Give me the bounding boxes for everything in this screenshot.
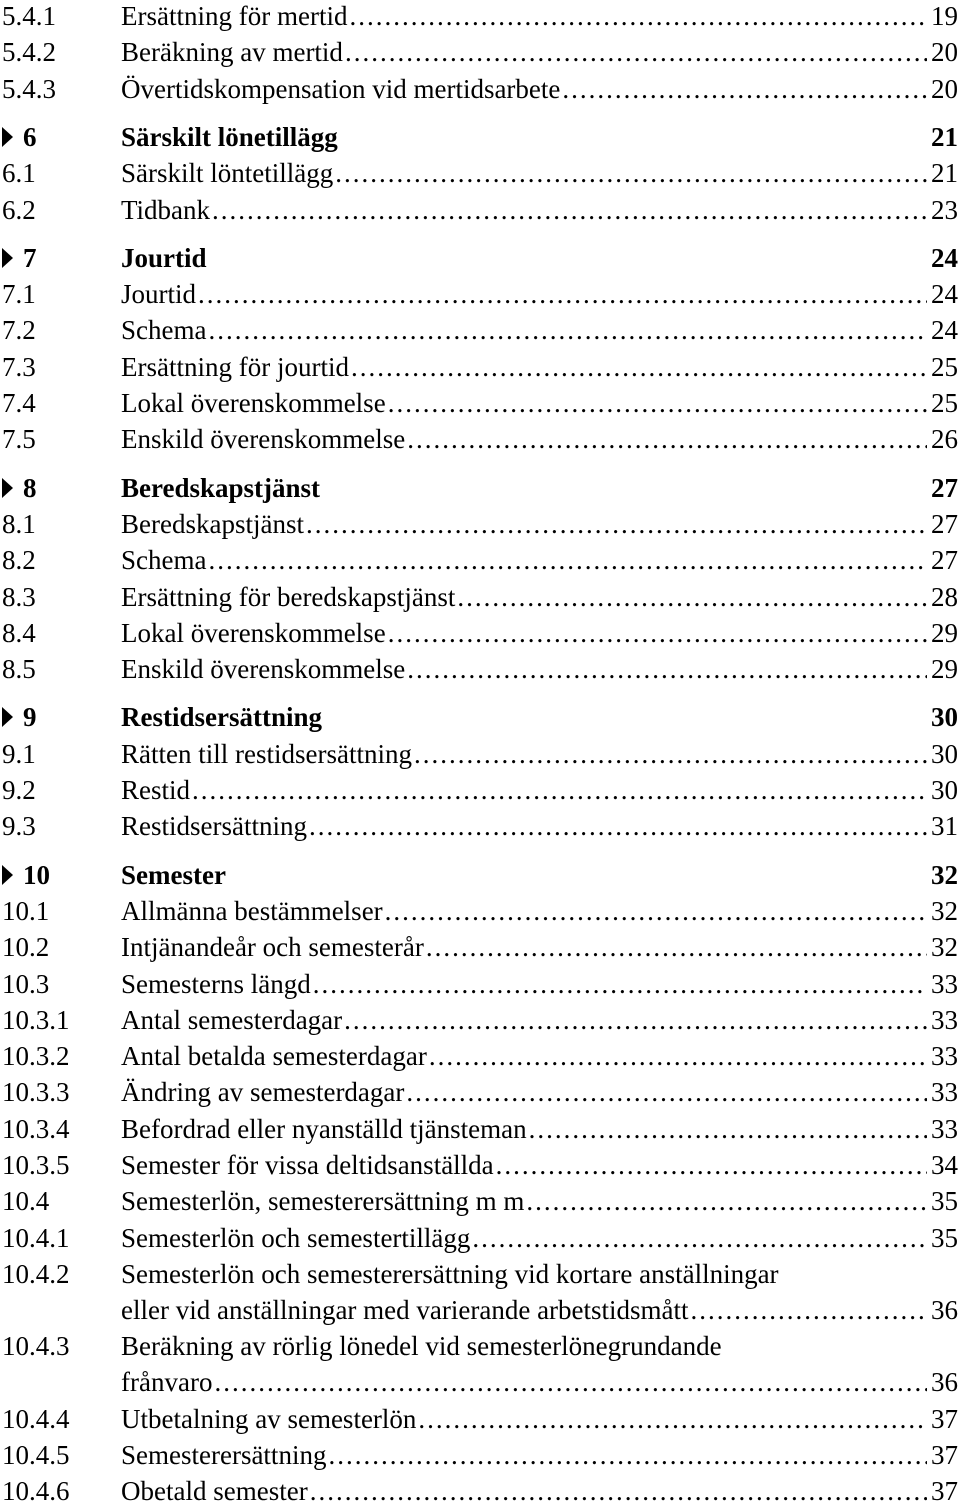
toc-entry-title-area <box>121 192 958 228</box>
dot-leader <box>691 1292 927 1328</box>
toc-entry-number <box>2 615 36 651</box>
toc-entry-page-number: 25 <box>931 388 958 418</box>
toc-entry[interactable] <box>0 1038 958 1074</box>
toc-entry-title: Beräkning av mertid <box>121 37 343 68</box>
toc-entry-number <box>2 542 36 578</box>
toc-entry-title-area <box>121 0 958 34</box>
dot-leader <box>198 276 927 312</box>
dot-leader <box>349 0 927 34</box>
toc-entry-title-area <box>121 893 958 929</box>
toc-entry-page-number: 35 <box>931 1186 958 1217</box>
toc-entry-number <box>2 736 36 772</box>
toc-entry-number-text: 6 <box>23 121 37 152</box>
dot-leader <box>407 651 927 687</box>
toc-entry-number-text: 10.4 <box>2 1186 50 1217</box>
toc-entry-page-number: 19 <box>931 1 958 31</box>
toc-entry-number <box>2 893 49 929</box>
toc-entry-title-area <box>121 240 958 276</box>
toc-entry-number-text: 10.2 <box>2 932 50 963</box>
toc-entry-title: Restidsersättning <box>121 702 322 733</box>
toc-entry-number-text: 10.3.1 <box>2 1004 70 1035</box>
toc-entry-title: Antal semesterdagar <box>121 1004 343 1035</box>
toc-entry[interactable] <box>0 772 958 808</box>
toc-entry-number-text: 6.1 <box>2 158 36 189</box>
toc-entry-page-number: 30 <box>931 702 958 733</box>
dot-leader <box>208 542 927 578</box>
toc-entry-number <box>2 1111 70 1147</box>
toc-entry-number <box>2 312 36 348</box>
toc-entry-number-text: 7.5 <box>2 424 36 455</box>
toc-entry[interactable] <box>0 929 958 965</box>
toc-entry-title-area <box>121 615 958 651</box>
toc-entry-title-area <box>121 929 958 965</box>
toc-entry-title-area <box>121 71 958 107</box>
toc-chapter-heading[interactable] <box>0 699 958 735</box>
toc-entry-title-area <box>121 1473 958 1509</box>
toc-entry-number <box>2 929 49 965</box>
toc-entry-page-number: 32 <box>931 932 958 963</box>
toc-entry[interactable] <box>0 579 958 615</box>
toc-entry-page-number: 33 <box>931 1077 958 1108</box>
toc-entry-number-text: 10.4.5 <box>2 1440 70 1470</box>
toc-entry-title: Särskilt lönetillägg <box>121 121 338 152</box>
dot-leader <box>351 349 927 385</box>
toc-entry-number-text: 7.3 <box>2 351 36 382</box>
toc-entry-page-number: 24 <box>931 279 958 310</box>
toc-entry-title: Jourtid <box>121 279 197 310</box>
toc-entry-page-number: 28 <box>931 581 958 612</box>
toc-entry[interactable] <box>0 1183 958 1219</box>
toc-entry-title-area <box>121 470 958 506</box>
dot-leader <box>309 808 927 844</box>
toc-entry-title: Antal betalda semesterdagar <box>121 1041 427 1072</box>
toc-entry-page-number: 33 <box>931 968 958 999</box>
toc-entry-page-number: 24 <box>931 242 958 273</box>
toc-entry-number <box>2 1038 70 1074</box>
toc-entry-number-text: 6.2 <box>2 194 36 225</box>
toc-entry-title-area <box>121 155 958 191</box>
toc-entry-title-area <box>121 276 958 312</box>
toc-entry-title: Semester <box>121 859 226 890</box>
toc-entry-number-text: 5.4.1 <box>2 1 56 31</box>
toc-entry-title: Semesterlön och semestertillägg <box>121 1222 471 1253</box>
toc-entry-title-area <box>121 506 958 542</box>
toc-entry-title-area <box>121 857 958 893</box>
toc-entry-page-number: 36 <box>931 1367 958 1398</box>
toc-entry-number <box>2 1256 70 1292</box>
dot-leader <box>328 1437 927 1473</box>
toc-entry-number <box>2 192 36 228</box>
toc-entry-number-text: 10.4.2 <box>2 1258 70 1289</box>
toc-entry-title: Övertidskompensation vid mertidsarbete <box>121 73 561 104</box>
toc-entry-number <box>2 276 36 312</box>
toc-entry-title: Tidbank <box>121 194 211 225</box>
toc-entry-number-text: 10.3.4 <box>2 1113 70 1144</box>
toc-entry-number-text: 8.4 <box>2 617 36 648</box>
toc-entry-title: Semester för vissa deltidsanställda <box>121 1150 494 1180</box>
toc-entry-title: Beräkning av rörlig lönedel vid semesterlönegrundande <box>121 1331 722 1362</box>
toc-entry-title-area <box>121 808 958 844</box>
toc-entry-number-text: 5.4.3 <box>2 73 56 104</box>
toc-entry-page-number: 36 <box>931 1294 958 1325</box>
toc-entry-title: Ändring av semesterdagar <box>121 1077 405 1108</box>
toc-entry[interactable] <box>0 1111 958 1147</box>
toc-entry-title: Enskild överenskommelse <box>121 424 406 455</box>
toc-entry[interactable] <box>0 1401 958 1437</box>
dot-leader <box>418 1401 927 1437</box>
toc-entry-number <box>2 506 36 542</box>
toc-entry-title: eller vid anställningar med varierande arbetstidsmått <box>121 1294 689 1325</box>
dot-leader <box>407 421 927 457</box>
toc-entry-title: Obetald semester <box>121 1476 308 1507</box>
toc-entry-title: Rätten till restidsersättning <box>121 738 412 769</box>
toc-entry-title-area <box>121 1328 958 1400</box>
toc-entry-page-number: 33 <box>931 1041 958 1072</box>
toc-entry-number-text: 7.1 <box>2 279 36 310</box>
toc-entry-number <box>2 808 36 844</box>
toc-entry-title-area <box>121 1111 958 1147</box>
toc-entry-number <box>2 1328 70 1364</box>
toc-entry-number <box>2 71 56 107</box>
toc-entry-number <box>2 651 36 687</box>
toc-entry-title: Lokal överenskommelse <box>121 388 386 418</box>
toc-entry-number <box>2 385 36 421</box>
toc-entry-title: Ersättning för mertid <box>121 1 348 31</box>
toc-entry-title: Enskild överenskommelse <box>121 654 406 685</box>
toc-entry-number <box>2 349 36 385</box>
toc-entry-number <box>2 966 49 1002</box>
dot-leader <box>414 736 927 772</box>
toc-entry-page-number: 20 <box>931 73 958 104</box>
toc-entry-number-text: 10 <box>23 859 50 890</box>
dot-leader <box>388 615 927 651</box>
dot-leader <box>344 1002 927 1038</box>
toc-entry-page-number: 23 <box>931 194 958 225</box>
toc-entry[interactable] <box>0 808 958 844</box>
dot-leader <box>208 312 927 348</box>
toc-entry-title-area <box>121 1038 958 1074</box>
toc-entry-number-text: 10.4.4 <box>2 1403 70 1434</box>
toc-chapter-heading[interactable] <box>0 119 958 155</box>
triangle-bullet-icon <box>2 707 13 727</box>
dot-leader <box>429 1038 927 1074</box>
toc-entry[interactable] <box>0 1437 958 1473</box>
toc-entry-title: Semesterersättning <box>121 1440 327 1470</box>
toc-entry-page-number: 33 <box>931 1113 958 1144</box>
dot-leader <box>385 893 927 929</box>
toc-entry-number-text: 10.3 <box>2 968 50 999</box>
toc-entry[interactable] <box>0 506 958 542</box>
triangle-bullet-icon <box>2 478 13 498</box>
toc-entry-title-area <box>121 119 958 155</box>
toc-entry-title-area <box>121 349 958 385</box>
toc-entry-title: Semesterlön och semesterersättning vid kortare anställningar <box>121 1258 779 1289</box>
toc-entry-page-number: 33 <box>931 1004 958 1035</box>
toc-entry-number <box>2 772 36 808</box>
toc-entry-title: Semesterns längd <box>121 968 311 999</box>
toc-entry-number <box>2 1074 70 1110</box>
toc-entry-title: Ersättning för jourtid <box>121 351 349 382</box>
toc-chapter-heading[interactable] <box>0 857 958 893</box>
toc-entry-page-number: 34 <box>931 1150 958 1180</box>
toc-entry[interactable] <box>0 192 958 228</box>
toc-entry-number-text: 9.1 <box>2 738 36 769</box>
dot-leader <box>335 155 927 191</box>
toc-entry-number-text: 9.3 <box>2 811 36 842</box>
toc-entry[interactable] <box>0 1328 958 1400</box>
toc-entry-page-number: 21 <box>931 121 958 152</box>
toc-entry-number <box>2 1473 70 1509</box>
toc-entry-page-number: 30 <box>931 738 958 769</box>
toc-entry-page-number: 29 <box>931 617 958 648</box>
toc-entry-number <box>2 119 37 155</box>
toc-entry[interactable] <box>0 1074 958 1110</box>
toc-chapter-heading[interactable] <box>0 240 958 276</box>
toc-entry-number <box>2 34 56 70</box>
toc-entry-title-area <box>121 1002 958 1038</box>
toc-entry[interactable] <box>0 542 958 578</box>
dot-leader <box>457 579 927 615</box>
toc-entry-number-text: 10.3.5 <box>2 1150 70 1180</box>
toc-entry-title-area <box>121 385 958 421</box>
dot-leader <box>526 1183 927 1219</box>
toc-entry-page-number: 29 <box>931 654 958 685</box>
toc-entry-title-area <box>121 1220 958 1256</box>
dot-leader <box>388 385 927 421</box>
triangle-bullet-icon <box>2 127 13 147</box>
toc-entry-number-text: 8.5 <box>2 654 36 685</box>
toc-entry-title-area <box>121 1256 958 1328</box>
toc-entry-title-area <box>121 1074 958 1110</box>
toc-entry-number <box>2 699 37 735</box>
dot-leader <box>214 1364 927 1400</box>
toc-entry-page-number: 35 <box>931 1222 958 1253</box>
toc-entry[interactable] <box>0 1002 958 1038</box>
toc-entry[interactable] <box>0 71 958 107</box>
toc-entry-number-text: 7 <box>23 242 37 273</box>
toc-entry-page-number: 26 <box>931 424 958 455</box>
toc-entry-number-text: 9.2 <box>2 775 36 805</box>
toc-entry-title: Särskilt löntetillägg <box>121 158 334 189</box>
toc-entry[interactable] <box>0 1256 958 1328</box>
toc-entry-number <box>2 1437 70 1473</box>
toc-entry-number-text: 9 <box>23 702 37 733</box>
dot-leader <box>562 71 927 107</box>
toc-entry-title-area <box>121 34 958 70</box>
toc-entry-number-text: 8 <box>23 472 37 503</box>
toc-entry-number <box>2 421 36 457</box>
toc-entry-number <box>2 857 50 893</box>
toc-entry-title-area <box>121 1437 958 1473</box>
dot-leader <box>472 1220 927 1256</box>
toc-entry-number-text: 8.2 <box>2 545 36 576</box>
toc-entry-number <box>2 1183 49 1219</box>
toc-entry-page-number: 37 <box>931 1403 958 1434</box>
toc-entry[interactable] <box>0 1147 958 1183</box>
toc-entry-title-area <box>121 1147 958 1183</box>
toc-entry-title: Allmänna bestämmelser <box>121 895 383 926</box>
toc-entry-number-text: 7.2 <box>2 315 36 346</box>
toc-entry-page-number: 27 <box>931 472 958 503</box>
toc-entry-number <box>2 1147 70 1183</box>
dot-leader <box>306 506 927 542</box>
toc-entry[interactable] <box>0 893 958 929</box>
toc-entry-number-text: 8.1 <box>2 508 36 539</box>
toc-entry[interactable] <box>0 1473 958 1509</box>
toc-entry-title: Beredskapstjänst <box>121 508 304 539</box>
toc-entry[interactable] <box>0 615 958 651</box>
toc-entry-title-area <box>121 1183 958 1219</box>
dot-leader <box>313 966 927 1002</box>
toc-entry-title-area <box>121 966 958 1002</box>
toc-entry[interactable] <box>0 736 958 772</box>
toc-entry-title: Lokal överenskommelse <box>121 617 386 648</box>
toc-entry-number-text: 10.4.1 <box>2 1222 70 1253</box>
toc-entry-number <box>2 579 36 615</box>
dot-leader <box>426 929 927 965</box>
toc-entry-title: Jourtid <box>121 242 207 273</box>
toc-entry[interactable] <box>0 1220 958 1256</box>
toc-entry-number <box>2 1401 70 1437</box>
toc-entry[interactable] <box>0 312 958 348</box>
toc-entry-title: Schema <box>121 315 207 346</box>
toc-entry-number <box>2 240 37 276</box>
dot-leader <box>212 192 927 228</box>
dot-leader <box>529 1111 927 1147</box>
toc-entry-title: Restid <box>121 775 191 805</box>
toc-entry[interactable] <box>0 966 958 1002</box>
toc-entry-page-number: 24 <box>931 315 958 346</box>
toc-entry[interactable] <box>0 276 958 312</box>
toc-entry-number <box>2 1220 70 1256</box>
toc-entry[interactable] <box>0 421 958 457</box>
toc-entry-page-number: 20 <box>931 37 958 68</box>
toc-entry[interactable] <box>0 0 958 34</box>
toc-entry-title: Utbetalning av semesterlön <box>121 1403 417 1434</box>
toc-entry-page-number: 27 <box>931 545 958 576</box>
toc-entry-number-text: 10.3.2 <box>2 1041 70 1072</box>
dot-leader <box>496 1147 927 1183</box>
toc-entry-number <box>2 470 37 506</box>
toc-entry-page-number: 31 <box>931 811 958 842</box>
triangle-bullet-icon <box>2 865 13 885</box>
toc-entry-title-area <box>121 699 958 735</box>
toc-entry-title-area <box>121 542 958 578</box>
toc-entry-title: Befordrad eller nyanställd tjänsteman <box>121 1113 527 1144</box>
dot-leader <box>310 1473 927 1509</box>
toc-entry-title-area <box>121 651 958 687</box>
toc-entry-title-area <box>121 579 958 615</box>
toc-entry-number-text: 5.4.2 <box>2 37 56 68</box>
toc-entry-page-number: 30 <box>931 775 958 805</box>
toc-entry-page-number: 32 <box>931 895 958 926</box>
toc-entry-page-number: 25 <box>931 351 958 382</box>
toc-entry-title: Ersättning för beredskapstjänst <box>121 581 456 612</box>
toc-entry-title: Restidsersättning <box>121 811 307 842</box>
toc-entry-title: Semesterlön, semesterersättning m m <box>121 1186 525 1217</box>
toc-entry-number <box>2 0 56 34</box>
toc-entry-number-text: 10.3.3 <box>2 1077 70 1108</box>
toc-entry-title-area <box>121 312 958 348</box>
toc-entry-title: frånvaro <box>121 1367 213 1398</box>
toc-entry[interactable] <box>0 155 958 191</box>
toc-entry-title: Schema <box>121 545 207 576</box>
toc-entry-title-area <box>121 772 958 808</box>
toc-entry-title-area <box>121 736 958 772</box>
toc-entry-title: Beredskapstjänst <box>121 472 321 503</box>
toc-entry-page-number: 32 <box>931 859 958 890</box>
toc-entry-number-text: 7.4 <box>2 388 36 418</box>
toc-entry[interactable] <box>0 349 958 385</box>
toc-entry-number-text: 10.4.6 <box>2 1476 70 1507</box>
triangle-bullet-icon <box>2 248 13 268</box>
toc-entry-title-area <box>121 1401 958 1437</box>
toc-entry-page-number: 37 <box>931 1440 958 1470</box>
toc-entry-title: Intjänandeår och semesterår <box>121 932 424 963</box>
toc-entry-page-number: 21 <box>931 158 958 189</box>
toc-entry-title-area <box>121 421 958 457</box>
toc-entry-page-number: 27 <box>931 508 958 539</box>
toc-entry-number-text: 10.1 <box>2 895 50 926</box>
toc-entry-number-text: 10.4.3 <box>2 1331 70 1362</box>
dot-leader <box>345 34 927 70</box>
toc-entry[interactable] <box>0 651 958 687</box>
toc-entry-number-text: 8.3 <box>2 581 36 612</box>
toc-chapter-heading[interactable] <box>0 470 958 506</box>
toc-entry-number <box>2 155 36 191</box>
toc-entry[interactable] <box>0 34 958 70</box>
toc-entry-page-number: 37 <box>931 1476 958 1507</box>
toc-entry[interactable] <box>0 385 958 421</box>
toc-entry-number <box>2 1002 70 1038</box>
dot-leader <box>406 1074 927 1110</box>
dot-leader <box>192 772 927 808</box>
